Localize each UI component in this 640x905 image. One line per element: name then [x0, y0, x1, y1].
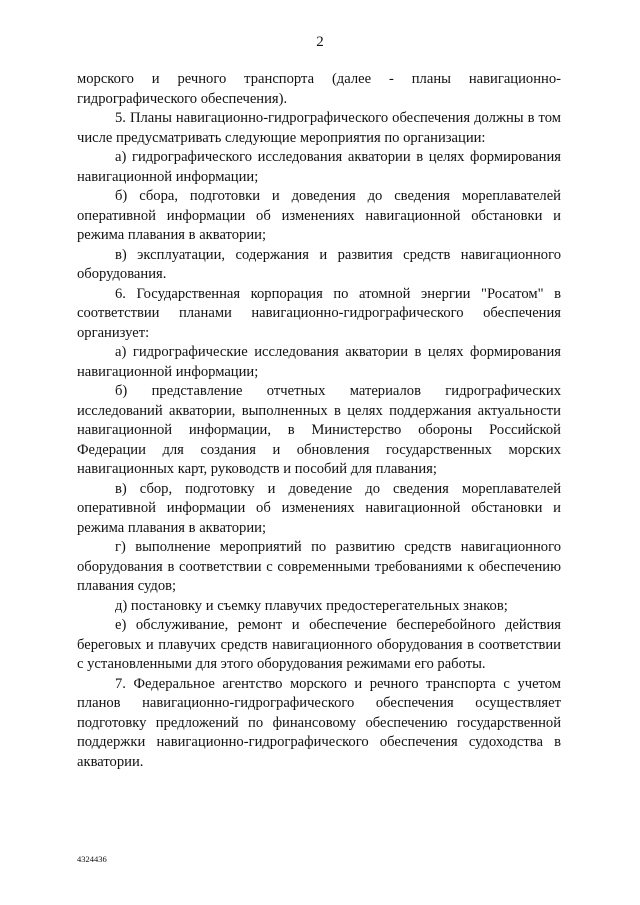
- paragraph-item-7: 7. Федеральное агентство морского и речного транспорта с учетом планов навигационно-гидрографического обеспечения осуществляет подготовку предложений по финансовому обеспечению государственной поддержки навигационно-гидрографического обеспечения судоходства в акватории.: [77, 675, 561, 770]
- page-number: 2: [316, 34, 324, 50]
- paragraph-item-6d: г) выполнение мероприятий по развитию средств навигационного оборудования в соответствии с современными требованиями к обеспечению плавания судов;: [77, 539, 561, 594]
- paragraph-item-5a: а) гидрографического исследования акватории в целях формирования навигационной информации;: [77, 149, 561, 185]
- paragraph-item-6: 6. Государственная корпорация по атомной энергии "Росатом" в соответствии планами навигационно-гидрографического обеспечения организует:: [77, 285, 561, 341]
- paragraph-item-6c: в) сбор, подготовку и доведение до сведения мореплавателей оперативной информации об изменениях навигационной обстановки и режима плавания в акватории;: [77, 480, 561, 536]
- paragraph-item-6f: е) обслуживание, ремонт и обеспечение бесперебойного действия береговых и плавучих средств навигационного оборудования в соответствии с установленными для этого оборудования режимами его работы.: [77, 617, 561, 672]
- paragraph-item-5c: в) эксплуатации, содержания и развития средств навигационного оборудования.: [77, 246, 561, 282]
- paragraph-item-5b: б) сбора, подготовки и доведения до сведения мореплавателей оперативной информации об изменениях навигационной обстановки и режима плавания в акватории;: [77, 188, 561, 243]
- document-body: [77, 70, 561, 772]
- document-code: 4324436: [77, 854, 107, 864]
- paragraph-continuation: морского и речного транспорта (далее - планы навигационно-гидрографического обеспечения).: [77, 71, 561, 107]
- paragraph-item-6e: д) постановку и съемку плавучих предостерегательных знаков;: [115, 597, 508, 614]
- paragraph-item-5: 5. Планы навигационно-гидрографического обеспечения должны в том числе предусматривать следующие мероприятия по организации:: [77, 110, 561, 146]
- paragraph-item-6b: б) представление отчетных материалов гидрографических исследований акватории, выполненных в целях поддержания актуальности навигационной информации, в Министерство обороны Российской Федерации для создания и обновления государственных морских навигационных карт, руководств и пособий для плавания;: [77, 383, 561, 477]
- paragraph-item-6a: а) гидрографические исследования акватории в целях формирования навигационной информации;: [77, 344, 561, 380]
